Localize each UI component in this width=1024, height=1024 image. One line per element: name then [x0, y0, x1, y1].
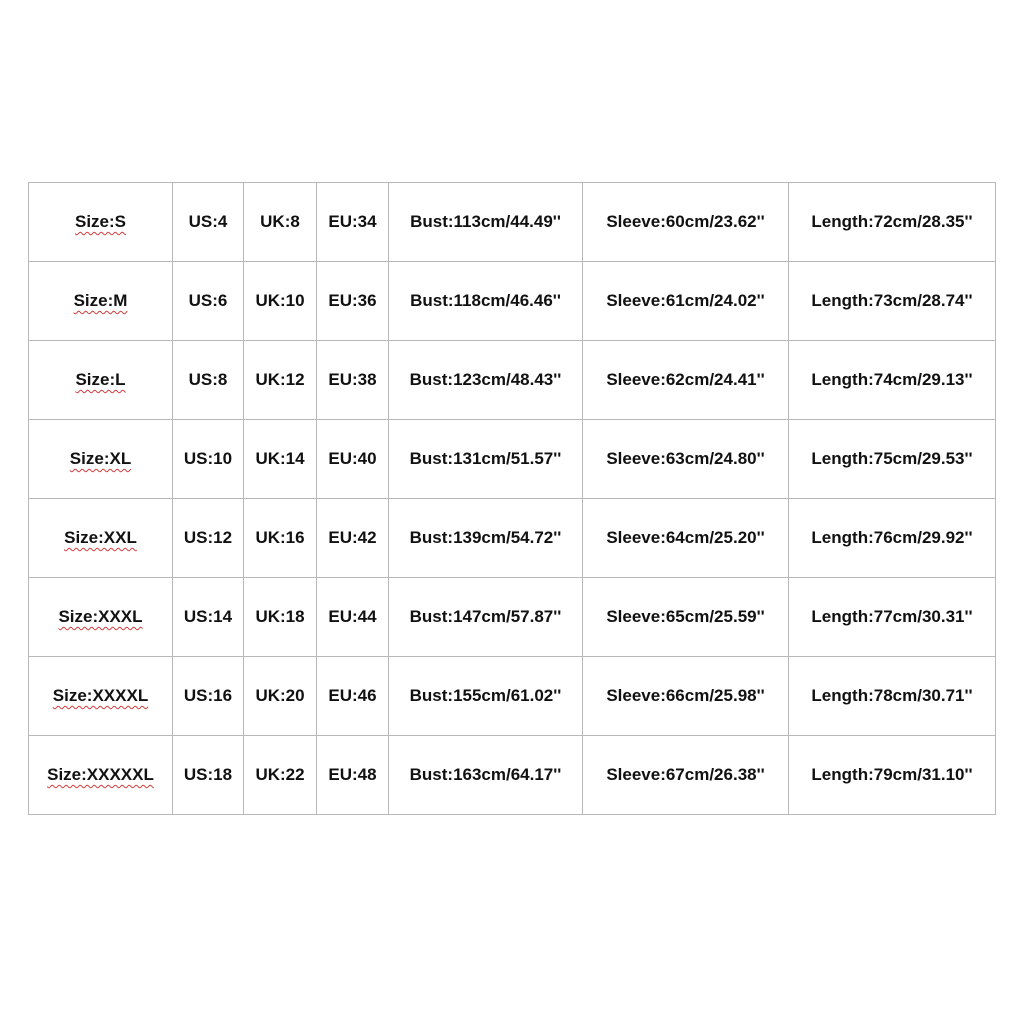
- size-label: Size:XXXXL: [52, 686, 149, 705]
- table-row: [29, 183, 996, 262]
- eu-size-cell: EU:44: [317, 578, 389, 657]
- size-cell: [29, 262, 173, 341]
- size-label: Size:S: [74, 212, 127, 231]
- table-row: [29, 499, 996, 578]
- uk-size-cell: UK:16: [244, 499, 317, 578]
- length-cell: Length:79cm/31.10'': [789, 736, 996, 815]
- sleeve-cell: Sleeve:62cm/24.41'': [583, 341, 789, 420]
- us-size-cell: US:12: [173, 499, 244, 578]
- sleeve-cell: Sleeve:63cm/24.80'': [583, 420, 789, 499]
- eu-size-cell: EU:42: [317, 499, 389, 578]
- size-cell: [29, 183, 173, 262]
- size-cell: [29, 499, 173, 578]
- size-cell: [29, 420, 173, 499]
- sleeve-cell: Sleeve:64cm/25.20'': [583, 499, 789, 578]
- sleeve-cell: Sleeve:66cm/25.98'': [583, 657, 789, 736]
- us-size-cell: US:4: [173, 183, 244, 262]
- bust-cell: Bust:163cm/64.17'': [389, 736, 583, 815]
- bust-cell: Bust:118cm/46.46'': [389, 262, 583, 341]
- uk-size-cell: UK:12: [244, 341, 317, 420]
- eu-size-cell: EU:48: [317, 736, 389, 815]
- size-cell: [29, 341, 173, 420]
- size-label: Size:XL: [69, 449, 132, 468]
- table-row: [29, 736, 996, 815]
- size-label: Size:XXL: [64, 528, 137, 547]
- uk-size-cell: UK:10: [244, 262, 317, 341]
- us-size-cell: US:10: [173, 420, 244, 499]
- us-size-cell: US:6: [173, 262, 244, 341]
- sleeve-cell: Sleeve:65cm/25.59'': [583, 578, 789, 657]
- bust-cell: Bust:131cm/51.57'': [389, 420, 583, 499]
- eu-size-cell: EU:40: [317, 420, 389, 499]
- eu-size-cell: EU:34: [317, 183, 389, 262]
- length-cell: Length:75cm/29.53'': [789, 420, 996, 499]
- length-cell: Length:76cm/29.92'': [789, 499, 996, 578]
- length-cell: Length:72cm/28.35'': [789, 183, 996, 262]
- size-label: Size:XXXXXL: [47, 765, 154, 784]
- us-size-cell: US:18: [173, 736, 244, 815]
- uk-size-cell: UK:8: [244, 183, 317, 262]
- length-cell: Length:78cm/30.71'': [789, 657, 996, 736]
- uk-size-cell: UK:14: [244, 420, 317, 499]
- table-row: [29, 262, 996, 341]
- uk-size-cell: UK:20: [244, 657, 317, 736]
- sleeve-cell: Sleeve:61cm/24.02'': [583, 262, 789, 341]
- size-label: Size:M: [73, 291, 128, 310]
- eu-size-cell: EU:36: [317, 262, 389, 341]
- sleeve-cell: Sleeve:60cm/23.62'': [583, 183, 789, 262]
- uk-size-cell: UK:22: [244, 736, 317, 815]
- length-cell: Length:77cm/30.31'': [789, 578, 996, 657]
- table-row: [29, 657, 996, 736]
- us-size-cell: US:14: [173, 578, 244, 657]
- size-chart-table: [28, 182, 996, 815]
- table-row: [29, 341, 996, 420]
- eu-size-cell: EU:46: [317, 657, 389, 736]
- size-label: Size:L: [75, 370, 126, 389]
- size-cell: [29, 736, 173, 815]
- table-row: [29, 420, 996, 499]
- size-cell: [29, 578, 173, 657]
- size-cell: [29, 657, 173, 736]
- eu-size-cell: EU:38: [317, 341, 389, 420]
- size-label: Size:XXXL: [58, 607, 143, 626]
- us-size-cell: US:8: [173, 341, 244, 420]
- uk-size-cell: UK:18: [244, 578, 317, 657]
- bust-cell: Bust:147cm/57.87'': [389, 578, 583, 657]
- bust-cell: Bust:123cm/48.43'': [389, 341, 583, 420]
- length-cell: Length:73cm/28.74'': [789, 262, 996, 341]
- bust-cell: Bust:113cm/44.49'': [389, 183, 583, 262]
- bust-cell: Bust:139cm/54.72'': [389, 499, 583, 578]
- length-cell: Length:74cm/29.13'': [789, 341, 996, 420]
- bust-cell: Bust:155cm/61.02'': [389, 657, 583, 736]
- us-size-cell: US:16: [173, 657, 244, 736]
- sleeve-cell: Sleeve:67cm/26.38'': [583, 736, 789, 815]
- table-row: [29, 578, 996, 657]
